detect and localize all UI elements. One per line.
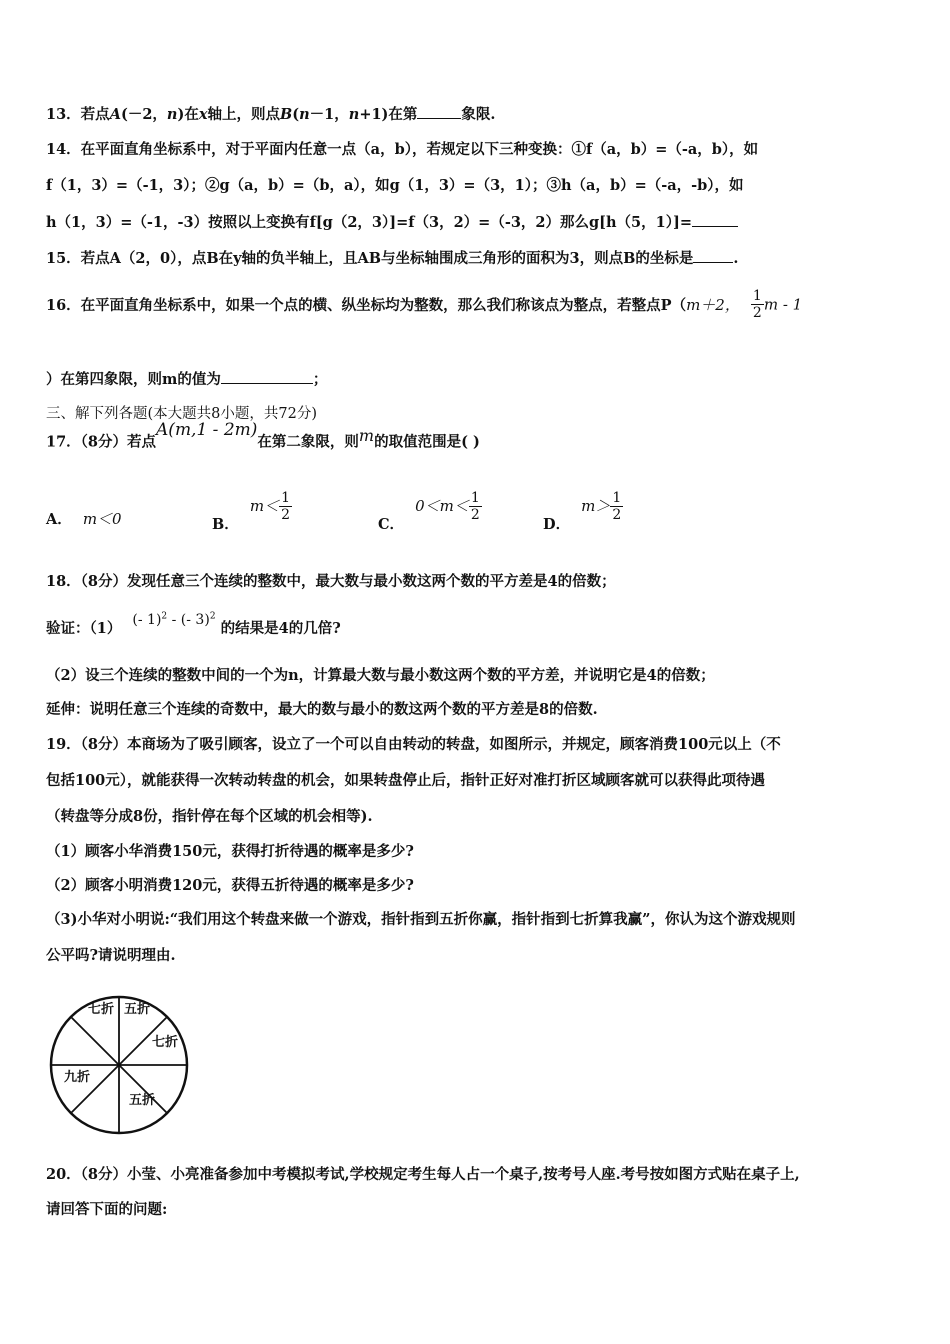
section-heading: 三、解下列各题(本大题共8小题，共72分): [46, 406, 317, 422]
wheel-label-jiuzhe: 九折: [64, 1070, 91, 1085]
question-14-line-3: h（1，3）=（-1，-3）按照以上变换有f[g（2，3）]=f（3，2）=（-3，2）那么g[h（5，1）]=: [46, 211, 738, 232]
wheel-label-qizhe: 七折: [152, 1035, 179, 1050]
answer-blank: [692, 225, 738, 227]
spinner-wheel-figure: [44, 990, 194, 1140]
question-13: 13．若点A(－2，n)在x轴上，则点B(n－1，n+1)在第 象限.: [46, 106, 496, 123]
option-a[interactable]: A． m＜0: [46, 510, 122, 528]
question-19-line-6: （3)小华对小明说:“我们用这个转盘来做一个游戏，指针指到五折你赢，指针指到七折算我赢”，你认为这个游戏规则: [46, 911, 796, 928]
fraction-one-half: $\frac{1}{2}$: [752, 288, 762, 321]
question-18-line-4: 延伸：说明任意三个连续的奇数中，最大的数与最小的数这两个数的平方差是8的倍数.: [46, 701, 598, 718]
question-15: 15．若点A（2，0），点B在y轴的负半轴上，且AB与坐标轴围成三角形的面积为3，则点B的坐标是 .: [46, 250, 739, 267]
answer-blank: [693, 261, 733, 263]
question-20-line-2: 请回答下面的问题:: [46, 1201, 168, 1218]
question-16-line-2: ）在第四象限，则m的值为 ；: [46, 371, 328, 388]
question-19-line-1: 19．（8分）本商场为了吸引顾客，设立了一个可以自由转动的转盘，如图所示，并规定，顾客消费100元以上（不: [46, 736, 781, 753]
fraction-one-half: $\frac{1}{2}$: [470, 490, 480, 523]
option-d[interactable]: D． m＞ $\frac{1}{2}$: [543, 490, 622, 533]
fraction-one-half: $\frac{1}{2}$: [281, 490, 290, 523]
question-19-line-2: 包括100元），就能获得一次转动转盘的机会，如果转盘停止后，指针正好对准打折区域顾客就可以获得此项待遇: [46, 772, 766, 789]
answer-blank: [417, 117, 461, 119]
question-18-line-3: （2）设三个连续的整数中间的一个为n，计算最大数与最小数这两个数的平方差，并说明它是4的倍数；: [46, 667, 715, 684]
option-b[interactable]: B． m＜ $\frac{1}{2}$: [212, 490, 290, 533]
question-20-line-1: 20．（8分）小莹、小亮准备参加中考模拟考试,学校规定考生每人占一个桌子,按考号人座.考号按如图方式贴在桌子上,: [46, 1166, 800, 1183]
option-c[interactable]: C． 0＜m＜ $\frac{1}{2}$: [378, 490, 480, 533]
question-17: 17．（8分）若点A(m,1 - 2m)在第二象限，则m的取值范围是( ): [46, 420, 480, 451]
question-19-line-4: （1）顾客小华消费150元，获得打折待遇的概率是多少?: [46, 843, 414, 860]
wheel-label-wuzhe: 五折: [124, 1002, 151, 1017]
wheel-label-wuzhe: 五折: [129, 1093, 156, 1108]
question-18-verify: 验证：（1） (- 1)$^2$ - (- 3)$^2$ 的结果是4的几倍?: [46, 611, 341, 637]
wheel-label-qizhe: 七折: [88, 1002, 115, 1017]
question-19-line-5: （2）顾客小明消费120元，获得五折待遇的概率是多少?: [46, 877, 414, 894]
question-14-line-2: f（1，3）=（-1，3）；②g（a，b）=（b，a），如g（1，3）=（3，1）；③h（a，b）=（-a，-b），如: [46, 177, 744, 194]
question-18-line-1: 18．（8分）发现任意三个连续的整数中，最大数与最小数这两个数的平方差是4的倍数；: [46, 573, 616, 590]
question-16-line-1: 16．在平面直角坐标系中，如果一个点的横、纵坐标均为整数，那么我们称该点为整点，若整点P（m＋2， $\frac{1}{2}$ m - 1: [46, 288, 803, 321]
math-expression: (- 1)$^2$ - (- 3)$^2$: [132, 611, 216, 628]
question-19-line-7: 公平吗?请说明理由.: [46, 947, 176, 964]
fraction-one-half: $\frac{1}{2}$: [612, 490, 622, 523]
question-14-line-1: 14．在平面直角坐标系中，对于平面内任意一点（a，b），若规定以下三种变换：①f（a，b）=（-a，b），如: [46, 141, 759, 158]
wheel-dividers: [51, 997, 187, 1133]
question-19-line-3: （转盘等分成8份，指针停在每个区域的机会相等).: [46, 808, 373, 825]
answer-blank: [221, 382, 313, 384]
